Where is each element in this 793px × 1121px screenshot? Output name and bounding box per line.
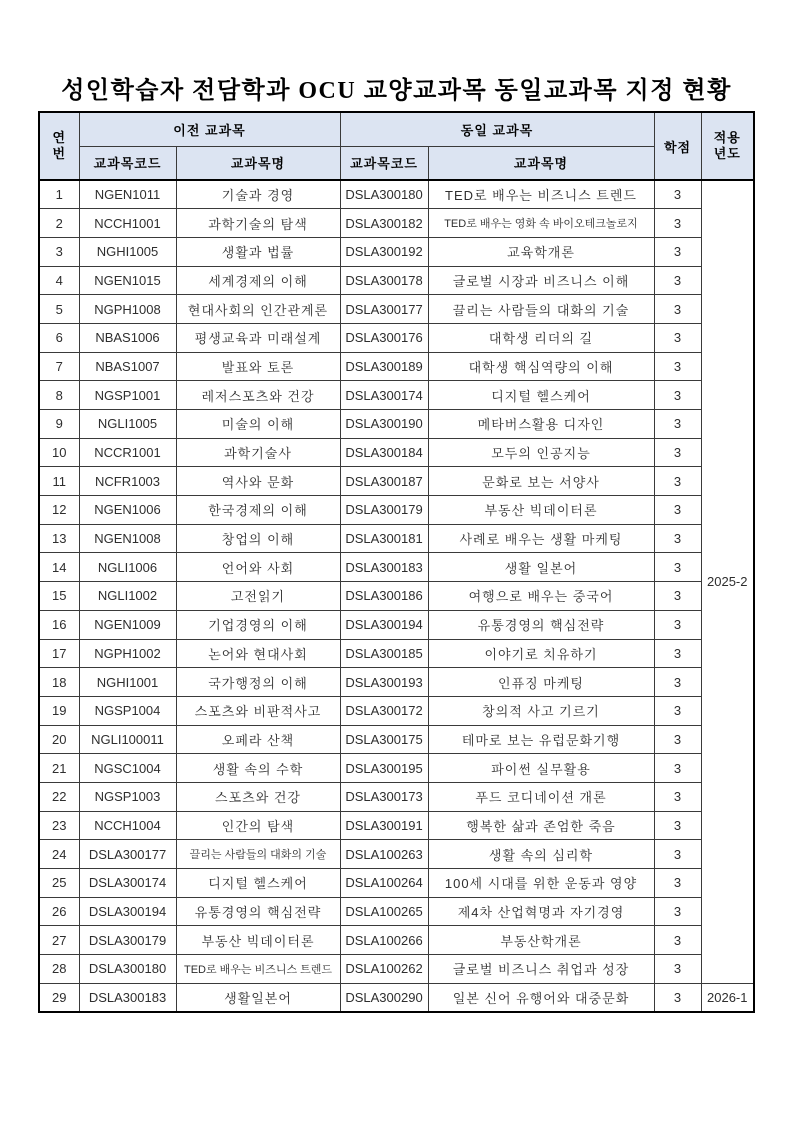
cell-same-name: 일본 신어 유행어와 대중문화 xyxy=(428,983,654,1012)
cell-same-code: DSLA100266 xyxy=(340,926,428,955)
cell-same-code: DSLA300179 xyxy=(340,496,428,525)
cell-no: 16 xyxy=(39,610,79,639)
cell-prev-code: DSLA300183 xyxy=(79,983,176,1012)
cell-credits: 3 xyxy=(654,725,701,754)
cell-prev-name: 과학기술사 xyxy=(176,438,340,467)
cell-prev-name: TED로 배우는 비즈니스 트렌드 xyxy=(176,955,340,984)
cell-same-code: DSLA300175 xyxy=(340,725,428,754)
cell-prev-name: 디지털 헬스케어 xyxy=(176,869,340,898)
col-header-same-course-code: 교과목코드 xyxy=(340,146,428,180)
header-row-groups xyxy=(39,112,754,146)
cell-prev-code: NCCH1004 xyxy=(79,811,176,840)
page-title: 성인학습자 전담학과 OCU 교양교과목 동일교과목 지정 현황 xyxy=(61,78,732,104)
cell-same-name: 유통경영의 핵심전략 xyxy=(428,610,654,639)
cell-same-code: DSLA300174 xyxy=(340,381,428,410)
cell-prev-code: NGEN1006 xyxy=(79,496,176,525)
table-row xyxy=(39,668,754,697)
cell-no: 22 xyxy=(39,782,79,811)
table-row xyxy=(39,725,754,754)
cell-no: 1 xyxy=(39,180,79,209)
cell-prev-code: NGPH1002 xyxy=(79,639,176,668)
cell-prev-name: 기업경영의 이해 xyxy=(176,610,340,639)
table-row xyxy=(39,782,754,811)
cell-prev-code: NGEN1015 xyxy=(79,266,176,295)
cell-credits: 3 xyxy=(654,209,701,238)
cell-credits: 3 xyxy=(654,410,701,439)
cell-same-code: DSLA300176 xyxy=(340,323,428,352)
cell-no: 15 xyxy=(39,582,79,611)
cell-prev-code: NCCH1001 xyxy=(79,209,176,238)
cell-credits: 3 xyxy=(654,811,701,840)
cell-same-name: 메타버스활용 디자인 xyxy=(428,410,654,439)
cell-same-name: 여행으로 배우는 중국어 xyxy=(428,582,654,611)
table-row xyxy=(39,926,754,955)
cell-same-code: DSLA300182 xyxy=(340,209,428,238)
table-row xyxy=(39,754,754,783)
cell-credits: 3 xyxy=(654,438,701,467)
cell-prev-code: NGPH1008 xyxy=(79,295,176,324)
cell-same-name: TED로 배우는 비즈니스 트렌드 xyxy=(428,180,654,209)
table-row xyxy=(39,266,754,295)
cell-credits: 3 xyxy=(654,467,701,496)
cell-prev-name: 논어와 현대사회 xyxy=(176,639,340,668)
col-header-same-course-name: 교과목명 xyxy=(428,146,654,180)
cell-same-name: 100세 시대를 위한 운동과 영양 xyxy=(428,869,654,898)
col-header-prev-course-name: 교과목명 xyxy=(176,146,340,180)
cell-prev-code: NGEN1009 xyxy=(79,610,176,639)
cell-prev-code: NBAS1007 xyxy=(79,352,176,381)
cell-credits: 3 xyxy=(654,553,701,582)
cell-prev-name: 발표와 토론 xyxy=(176,352,340,381)
table-row xyxy=(39,467,754,496)
table-row xyxy=(39,811,754,840)
cell-no: 12 xyxy=(39,496,79,525)
cell-same-code: DSLA300178 xyxy=(340,266,428,295)
cell-same-code: DSLA300172 xyxy=(340,696,428,725)
table-row xyxy=(39,352,754,381)
cell-same-code: DSLA300187 xyxy=(340,467,428,496)
cell-credits: 3 xyxy=(654,352,701,381)
cell-credits: 3 xyxy=(654,696,701,725)
cell-prev-name: 생활 속의 수학 xyxy=(176,754,340,783)
cell-prev-name: 평생교육과 미래설계 xyxy=(176,323,340,352)
table-row xyxy=(39,897,754,926)
col-header-same-course-group: 동일 교과목 xyxy=(340,112,654,146)
header-row-columns xyxy=(39,146,754,180)
cell-prev-code: NGSP1004 xyxy=(79,696,176,725)
cell-prev-code: NCCR1001 xyxy=(79,438,176,467)
table-row xyxy=(39,209,754,238)
cell-same-name: 디지털 헬스케어 xyxy=(428,381,654,410)
cell-prev-name: 부동산 빅데이터론 xyxy=(176,926,340,955)
cell-no: 23 xyxy=(39,811,79,840)
cell-no: 27 xyxy=(39,926,79,955)
cell-same-name: 사례로 배우는 생활 마케팅 xyxy=(428,524,654,553)
col-header-apply-year: 적용 년도 xyxy=(701,112,754,180)
table-row xyxy=(39,237,754,266)
cell-prev-name: 유통경영의 핵심전략 xyxy=(176,897,340,926)
cell-credits: 3 xyxy=(654,524,701,553)
cell-prev-code: NGLI1005 xyxy=(79,410,176,439)
cell-credits: 3 xyxy=(654,782,701,811)
cell-prev-code: NGSP1001 xyxy=(79,381,176,410)
cell-no: 13 xyxy=(39,524,79,553)
cell-no: 17 xyxy=(39,639,79,668)
cell-credits: 3 xyxy=(654,926,701,955)
cell-prev-name: 고전읽기 xyxy=(176,582,340,611)
cell-no: 20 xyxy=(39,725,79,754)
cell-credits: 3 xyxy=(654,496,701,525)
col-header-credits: 학점 xyxy=(654,112,701,180)
cell-prev-name: 현대사회의 인간관계론 xyxy=(176,295,340,324)
cell-no: 18 xyxy=(39,668,79,697)
cell-prev-code: NGSP1003 xyxy=(79,782,176,811)
cell-same-name: 생활 일본어 xyxy=(428,553,654,582)
table-row xyxy=(39,639,754,668)
cell-credits: 3 xyxy=(654,897,701,926)
cell-no: 5 xyxy=(39,295,79,324)
table-row xyxy=(39,323,754,352)
cell-prev-code: DSLA300179 xyxy=(79,926,176,955)
cell-same-code: DSLA300184 xyxy=(340,438,428,467)
cell-same-name: 문화로 보는 서양사 xyxy=(428,467,654,496)
cell-prev-code: NGSC1004 xyxy=(79,754,176,783)
table-row xyxy=(39,955,754,984)
cell-prev-code: DSLA300174 xyxy=(79,869,176,898)
cell-credits: 3 xyxy=(654,582,701,611)
cell-no: 26 xyxy=(39,897,79,926)
cell-no: 7 xyxy=(39,352,79,381)
cell-prev-name: 역사와 문화 xyxy=(176,467,340,496)
cell-same-name: 끌리는 사람들의 대화의 기술 xyxy=(428,295,654,324)
cell-no: 6 xyxy=(39,323,79,352)
cell-prev-name: 기술과 경영 xyxy=(176,180,340,209)
cell-same-code: DSLA300181 xyxy=(340,524,428,553)
table-row xyxy=(39,840,754,869)
cell-credits: 3 xyxy=(654,266,701,295)
cell-no: 14 xyxy=(39,553,79,582)
cell-prev-name: 끌리는 사람들의 대화의 기술 xyxy=(176,840,340,869)
cell-credits: 3 xyxy=(654,180,701,209)
cell-same-name: 생활 속의 심리학 xyxy=(428,840,654,869)
cell-prev-name: 창업의 이해 xyxy=(176,524,340,553)
cell-same-code: DSLA100262 xyxy=(340,955,428,984)
cell-same-code: DSLA300173 xyxy=(340,782,428,811)
course-mapping-table xyxy=(38,111,755,1013)
cell-same-code: DSLA100263 xyxy=(340,840,428,869)
cell-same-code: DSLA300180 xyxy=(340,180,428,209)
cell-prev-code: NGEN1008 xyxy=(79,524,176,553)
col-header-prev-course-code: 교과목코드 xyxy=(79,146,176,180)
table-row xyxy=(39,553,754,582)
cell-same-code: DSLA300194 xyxy=(340,610,428,639)
table-row xyxy=(39,381,754,410)
cell-prev-name: 한국경제의 이해 xyxy=(176,496,340,525)
cell-prev-name: 과학기술의 탐색 xyxy=(176,209,340,238)
cell-prev-code: NGLI1002 xyxy=(79,582,176,611)
table-row xyxy=(39,180,754,209)
col-header-no: 연 번 xyxy=(39,112,79,180)
cell-prev-name: 레저스포츠와 건강 xyxy=(176,381,340,410)
cell-credits: 3 xyxy=(654,323,701,352)
table-row xyxy=(39,524,754,553)
cell-prev-code: NGHI1001 xyxy=(79,668,176,697)
cell-same-name: 창의적 사고 기르기 xyxy=(428,696,654,725)
cell-same-name: 글로벌 비즈니스 취업과 성장 xyxy=(428,955,654,984)
cell-same-name: 테마로 보는 유럽문화기행 xyxy=(428,725,654,754)
cell-same-name: 부동산학개론 xyxy=(428,926,654,955)
cell-same-code: DSLA300186 xyxy=(340,582,428,611)
cell-prev-name: 세계경제의 이해 xyxy=(176,266,340,295)
cell-credits: 3 xyxy=(654,237,701,266)
cell-prev-name: 생활일본어 xyxy=(176,983,340,1012)
cell-prev-name: 언어와 사회 xyxy=(176,553,340,582)
cell-no: 25 xyxy=(39,869,79,898)
cell-no: 29 xyxy=(39,983,79,1012)
cell-prev-code: DSLA300177 xyxy=(79,840,176,869)
cell-prev-name: 생활과 법률 xyxy=(176,237,340,266)
cell-apply-year: 2025-2 xyxy=(701,180,754,983)
cell-prev-name: 국가행정의 이해 xyxy=(176,668,340,697)
cell-no: 3 xyxy=(39,237,79,266)
cell-same-name: 제4차 산업혁명과 자기경영 xyxy=(428,897,654,926)
cell-same-name: 푸드 코디네이션 개론 xyxy=(428,782,654,811)
cell-same-code: DSLA100264 xyxy=(340,869,428,898)
cell-same-code: DSLA300195 xyxy=(340,754,428,783)
cell-same-name: 교육학개론 xyxy=(428,237,654,266)
cell-prev-name: 오페라 산책 xyxy=(176,725,340,754)
cell-same-code: DSLA300177 xyxy=(340,295,428,324)
cell-same-name: 이야기로 치유하기 xyxy=(428,639,654,668)
cell-prev-code: DSLA300194 xyxy=(79,897,176,926)
table-row xyxy=(39,438,754,467)
cell-credits: 3 xyxy=(654,295,701,324)
cell-apply-year: 2026-1 xyxy=(701,983,754,1012)
cell-no: 4 xyxy=(39,266,79,295)
cell-same-name: 파이썬 실무활용 xyxy=(428,754,654,783)
table-body xyxy=(39,180,754,1012)
table-row xyxy=(39,869,754,898)
cell-same-code: DSLA100265 xyxy=(340,897,428,926)
cell-same-code: DSLA300193 xyxy=(340,668,428,697)
cell-same-code: DSLA300191 xyxy=(340,811,428,840)
table-header xyxy=(39,112,754,180)
table-row xyxy=(39,696,754,725)
cell-no: 19 xyxy=(39,696,79,725)
table-row xyxy=(39,610,754,639)
cell-credits: 3 xyxy=(654,840,701,869)
cell-no: 28 xyxy=(39,955,79,984)
cell-prev-code: NCFR1003 xyxy=(79,467,176,496)
cell-prev-code: NGLI1006 xyxy=(79,553,176,582)
cell-same-code: DSLA300189 xyxy=(340,352,428,381)
cell-no: 2 xyxy=(39,209,79,238)
cell-same-name: 모두의 인공지능 xyxy=(428,438,654,467)
table-row xyxy=(39,496,754,525)
table-row xyxy=(39,295,754,324)
cell-credits: 3 xyxy=(654,869,701,898)
table-row xyxy=(39,582,754,611)
cell-same-code: DSLA300185 xyxy=(340,639,428,668)
cell-credits: 3 xyxy=(654,381,701,410)
cell-credits: 3 xyxy=(654,754,701,783)
cell-prev-name: 인간의 탐색 xyxy=(176,811,340,840)
cell-no: 10 xyxy=(39,438,79,467)
cell-prev-code: NGEN1011 xyxy=(79,180,176,209)
cell-prev-code: NGHI1005 xyxy=(79,237,176,266)
cell-prev-code: NBAS1006 xyxy=(79,323,176,352)
cell-credits: 3 xyxy=(654,639,701,668)
cell-same-name: 부동산 빅데이터론 xyxy=(428,496,654,525)
table-row xyxy=(39,410,754,439)
cell-same-name: 글로벌 시장과 비즈니스 이해 xyxy=(428,266,654,295)
table-row xyxy=(39,983,754,1012)
cell-prev-code: DSLA300180 xyxy=(79,955,176,984)
cell-prev-name: 스포츠와 비판적사고 xyxy=(176,696,340,725)
cell-credits: 3 xyxy=(654,610,701,639)
cell-no: 21 xyxy=(39,754,79,783)
cell-prev-code: NGLI100011 xyxy=(79,725,176,754)
cell-same-code: DSLA300192 xyxy=(340,237,428,266)
cell-same-code: DSLA300183 xyxy=(340,553,428,582)
col-header-previous-course-group: 이전 교과목 xyxy=(79,112,340,146)
cell-credits: 3 xyxy=(654,983,701,1012)
cell-prev-name: 미술의 이해 xyxy=(176,410,340,439)
cell-same-code: DSLA300290 xyxy=(340,983,428,1012)
cell-no: 11 xyxy=(39,467,79,496)
cell-prev-name: 스포츠와 건강 xyxy=(176,782,340,811)
cell-same-name: 행복한 삶과 존엄한 죽음 xyxy=(428,811,654,840)
cell-no: 9 xyxy=(39,410,79,439)
cell-credits: 3 xyxy=(654,955,701,984)
cell-no: 24 xyxy=(39,840,79,869)
cell-no: 8 xyxy=(39,381,79,410)
cell-credits: 3 xyxy=(654,668,701,697)
cell-same-name: 인퓨징 마케팅 xyxy=(428,668,654,697)
cell-same-name: 대학생 리더의 길 xyxy=(428,323,654,352)
cell-same-name: TED로 배우는 영화 속 바이오테크놀로지 xyxy=(428,209,654,238)
cell-same-code: DSLA300190 xyxy=(340,410,428,439)
cell-same-name: 대학생 핵심역량의 이해 xyxy=(428,352,654,381)
